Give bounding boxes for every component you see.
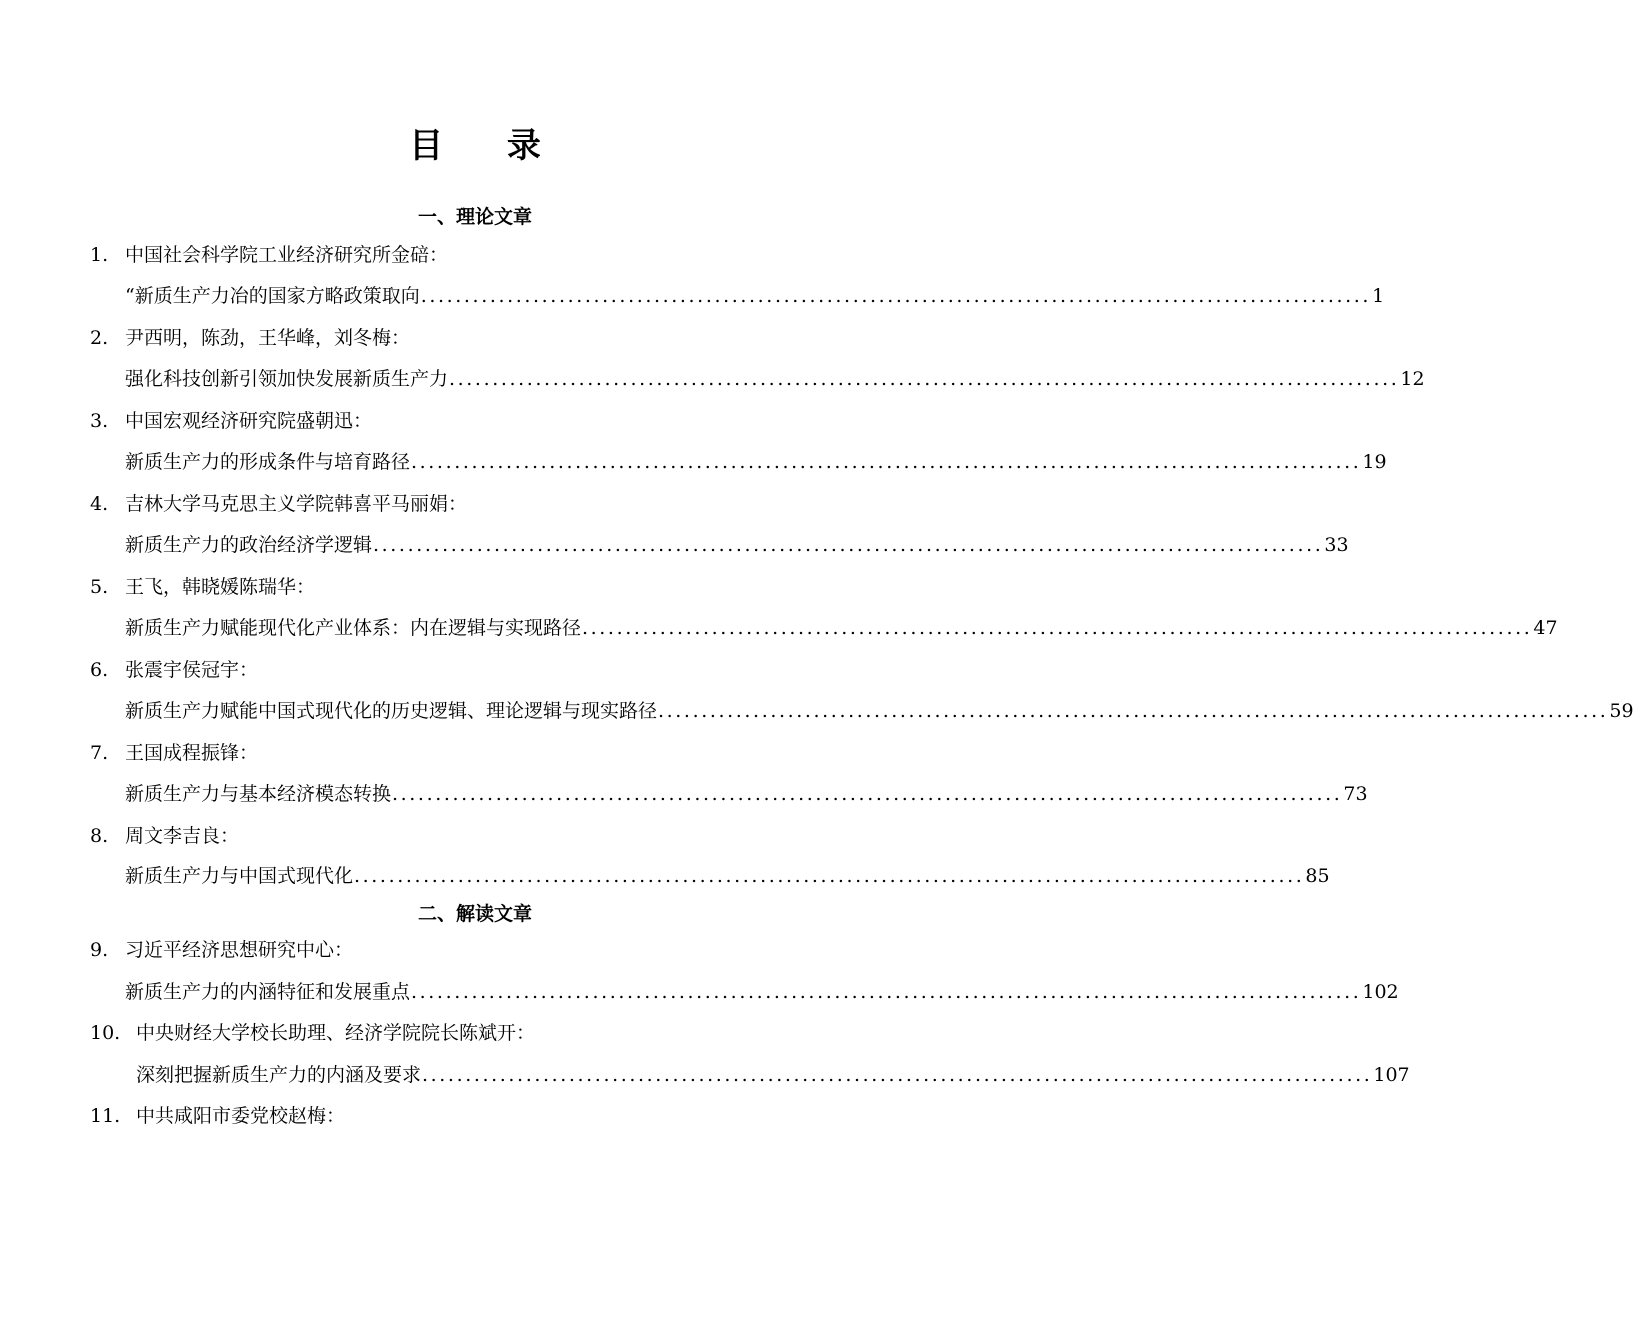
toc-entry-author-text: 中央财经大学校长助理、经济学院院长陈斌开： bbox=[136, 1022, 536, 1044]
toc-entry-title: 新质生产力的政治经济学逻辑 bbox=[125, 534, 373, 556]
toc-entry-author-text: 中共咸阳市委党校赵梅： bbox=[136, 1105, 346, 1127]
toc-entry-page: 33 bbox=[1324, 534, 1349, 556]
toc-entry-page: 59 bbox=[1609, 700, 1634, 722]
toc-entry-number: 7. bbox=[90, 742, 109, 764]
toc-leader-dots: .............................................................................................................. bbox=[582, 617, 1533, 639]
toc-entry-title: 新质生产力的内涵特征和发展重点 bbox=[125, 981, 411, 1003]
page-title: 目 录 bbox=[409, 126, 567, 166]
section-heading-theory: 一、理论文章 bbox=[417, 206, 532, 228]
toc-entry-title: 新质生产力赋能中国式现代化的历史逻辑、理论逻辑与现实路径 bbox=[125, 700, 658, 722]
toc-entry-page: 19 bbox=[1362, 451, 1387, 473]
toc-entry-page: 73 bbox=[1343, 783, 1368, 805]
toc-leader-dots: .............................................................................................................. bbox=[449, 368, 1400, 390]
toc-entry-author-text: 张震宇侯冠宇： bbox=[125, 659, 259, 681]
toc-leader-dots: .............................................................................................................. bbox=[373, 534, 1324, 556]
toc-entry-title-row[interactable] bbox=[136, 1063, 1410, 1087]
toc-entry-page: 1 bbox=[1372, 285, 1385, 307]
toc-entry-number: 5. bbox=[90, 576, 109, 598]
toc-entry-author-text: 王飞，韩晓媛陈瑞华： bbox=[125, 576, 316, 598]
toc-leader-dots: .............................................................................................................. bbox=[354, 865, 1305, 887]
toc-entry-title: 深刻把握新质生产力的内涵及要求 bbox=[136, 1064, 422, 1086]
toc-entry-number: 8. bbox=[90, 825, 109, 847]
toc-entry-title: 强化科技创新引领加快发展新质生产力 bbox=[125, 368, 449, 390]
toc-entry-author-text: 吉林大学马克思主义学院韩喜平马丽娟： bbox=[125, 493, 468, 515]
toc-entry-page: 12 bbox=[1400, 368, 1425, 390]
toc-leader-dots: .............................................................................................................. bbox=[411, 981, 1362, 1003]
toc-entry-title: 新质生产力与基本经济模态转换 bbox=[125, 783, 392, 805]
toc-leader-dots: .............................................................................................................. bbox=[422, 1064, 1373, 1086]
toc-entry-page: 47 bbox=[1533, 617, 1558, 639]
toc-leader-dots: .............................................................................................................. bbox=[658, 700, 1609, 722]
toc-entry-title-row[interactable] bbox=[125, 699, 1634, 723]
toc-entry-number: 2. bbox=[90, 327, 109, 349]
toc-entry-title: 新质生产力的形成条件与培育路径 bbox=[125, 451, 411, 473]
toc-entry-author-text: 尹西明，陈劲，王华峰，刘冬梅： bbox=[125, 327, 411, 349]
toc-entry-author-text: 周文李吉良： bbox=[125, 825, 240, 847]
toc-entry-title-row[interactable] bbox=[125, 284, 1385, 308]
section-heading-interpretation: 二、解读文章 bbox=[417, 903, 532, 925]
toc-entry-author-text: 王国成程振锋： bbox=[125, 742, 259, 764]
toc-entry-author-text: 中国社会科学院工业经济研究所金碚： bbox=[125, 244, 449, 266]
toc-entry-title-row[interactable] bbox=[125, 367, 1425, 391]
toc-entry-title: 新质生产力与中国式现代化 bbox=[125, 865, 354, 887]
toc-entry-number: 9. bbox=[90, 939, 109, 961]
toc-entry-title-row[interactable] bbox=[125, 980, 1399, 1004]
toc-entry-number: 11. bbox=[90, 1105, 121, 1127]
toc-leader-dots: .............................................................................................................. bbox=[420, 285, 1372, 307]
toc-entry-number: 4. bbox=[90, 493, 109, 515]
toc-entry-page: 85 bbox=[1305, 865, 1330, 887]
toc-entry-title-row[interactable] bbox=[125, 533, 1349, 557]
toc-leader-dots: .............................................................................................................. bbox=[392, 783, 1343, 805]
toc-entry-number: 1. bbox=[90, 244, 109, 266]
toc-entry-title: 新质生产力赋能现代化产业体系：内在逻辑与实现路径 bbox=[125, 617, 582, 639]
toc-entry-number: 3. bbox=[90, 410, 109, 432]
toc-entry-title-row[interactable] bbox=[125, 864, 1330, 888]
toc-entry-title-row[interactable] bbox=[125, 616, 1558, 640]
toc-entry-title: “新质生产力冶的国家方略政策取向 bbox=[125, 285, 420, 307]
toc-entry-page: 102 bbox=[1362, 981, 1399, 1003]
toc-entry-title-row[interactable] bbox=[125, 450, 1387, 474]
toc-entry-number: 10. bbox=[90, 1022, 121, 1044]
toc-entry-number: 6. bbox=[90, 659, 109, 681]
toc-entry-author-text: 习近平经济思想研究中心： bbox=[125, 939, 354, 961]
toc-entry-page: 107 bbox=[1373, 1064, 1410, 1086]
toc-entry-author-text: 中国宏观经济研究院盛朝迅： bbox=[125, 410, 373, 432]
toc-leader-dots: .............................................................................................................. bbox=[411, 451, 1362, 473]
toc-entry-title-row[interactable] bbox=[125, 782, 1368, 806]
